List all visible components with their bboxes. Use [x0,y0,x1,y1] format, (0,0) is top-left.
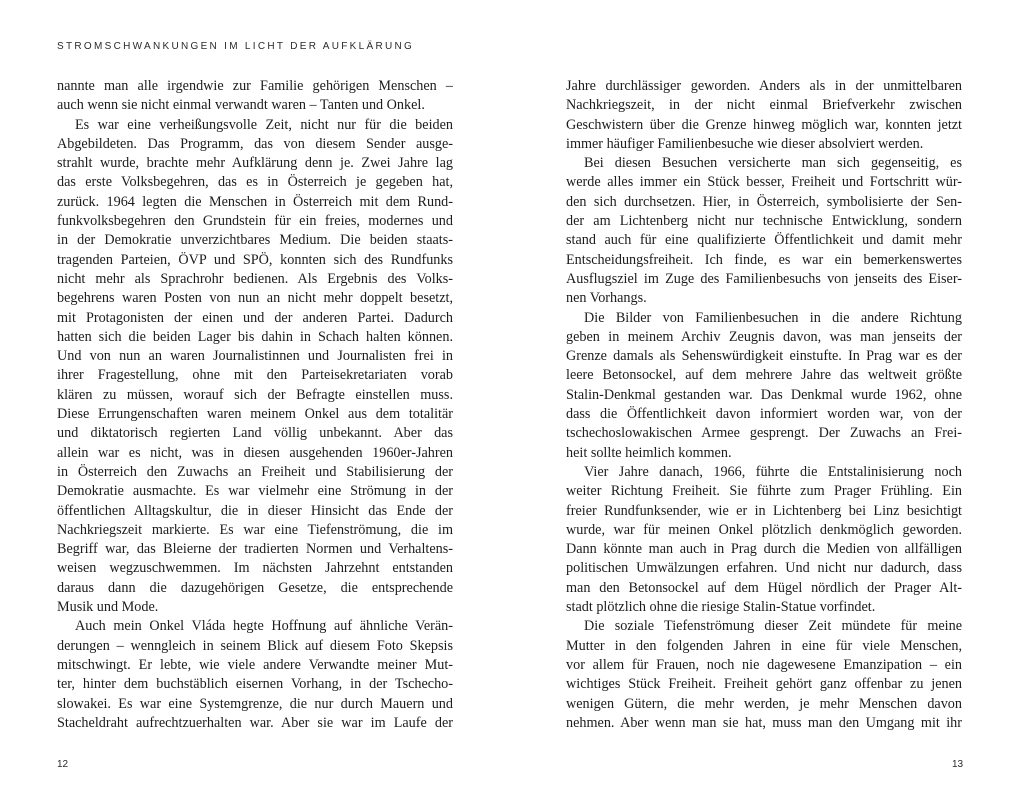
text-line: in der Demokratie unverzichtbares Medium. Die beiden staats- [57,232,453,249]
text-line: Ausflugsziel im Zuge des Familienbesuchs von jenseits des Eiser- [566,270,962,287]
text-line: Die Bilder von Familienbesuchen in die andere Richtung [584,309,962,326]
text-line: tschechoslowakischen Armee gesprengt. Der Zuwachs an Frei- [566,425,962,442]
text-line: Grenze damals als Sehenswürdigkeit einstufte. In Prag war es der [566,348,962,365]
text-line: Nachkriegszeit markierte. Es war eine Tiefenströmung, die im [57,521,453,538]
text-line: funkvolksbegehren den Grundstein für ein freies, modernes und [57,213,453,230]
text-line: ihrer Fragestellung, ohne mit den Parteisekretariaten vorab [57,367,453,384]
text-line: den sich durchsetzen. Hier, in Österreich, symbolisierte der Sen- [566,193,962,210]
text-line: Und von nun an waren Journalistinnen und Journalisten frei in [57,348,453,365]
text-line: daraus dann die dazugehörigen Gesetze, die entsprechende [57,579,453,596]
text-line: Jahre durchlässiger geworden. Anders als in der unmittelbaren [566,78,962,94]
text-line: ter, hinter dem buchstäblich eisernen Vorhang, in der Tschecho- [57,676,453,693]
text-line: freier Rundfunksender, wie er in Lichtenberg bei Linz besichtigt [566,502,962,519]
text-line: wurde, war für meinen Onkel plötzlich denkmöglich geworden. [566,521,962,538]
text-line: man den Betonsockel auf dem Hügel nördlich der Prager Alt- [566,579,962,596]
text-line: der am Lichtenberg nicht nur technische Entwicklung, sondern [566,213,962,230]
text-line: weiter Richtung Freiheit. Sie führte zum Prager Frühling. Ein [566,483,962,500]
text-line: heit sollte heimlich kommen. [566,444,732,461]
text-line: Stalin-Denkmal gestanden war. Das Denkmal wurde 1962, ohne [566,386,962,403]
text-line: klären zu müssen, worauf sich der Befragte einstellen muss. [57,386,453,403]
right-page-text [566,77,962,733]
text-line: allein war es nicht, was in diesen ausgehenden 1960er-Jahren [57,444,453,461]
text-line: immer häufiger Familienbesuche wie dieser absolviert werden. [566,135,924,152]
text-line: in Österreich den Zuwachs an Freiheit und Stabilisierung der [57,463,453,480]
text-line: nehmen. Aber wenn man sie hat, muss man den Umgang mit ihr [566,714,962,731]
text-line: Stacheldraht aufrechtzuerhalten war. Aber sie war im Laufe der [57,714,453,731]
text-line: wenigen Gütern, die mehr werden, je mehr Menschen davon [566,695,962,712]
left-page-text [57,77,453,733]
text-line: Dann könnte man auch in Prag durch die Medien von allfälligen [566,541,962,558]
text-line: mitschwingt. Er lebte, wie viele andere Verwandte meiner Mut- [57,656,453,673]
text-line: Die soziale Tiefenströmung dieser Zeit mündete für meine [584,618,962,635]
text-line: vor allem für Frauen, noch nie dagewesene Emanzipation – ein [566,656,962,673]
text-line: Bei diesen Besuchen versicherte man sich gegenseitig, es [584,155,962,172]
text-line: geben in meinem Archiv Zeugnis davon, was man jenseits der [566,328,962,345]
text-line: slowakei. Es war eine Systemgrenze, die nur durch Mauern und [57,695,453,712]
text-line: nen Vorhangs. [566,290,647,307]
text-line: Vier Jahre danach, 1966, führte die Entstalinisierung noch [584,463,962,480]
text-line: nicht mehr als Sprachrohr bedienen. Als Ergebnis des Volks- [57,270,453,287]
text-line: zurück. 1964 legten die Menschen in Österreich mit dem Rund- [57,193,453,210]
text-line: Musik und Mode. [57,599,159,616]
text-line: leere Betonsockel, auf dem mehrere Jahre das weltweit größte [566,367,962,384]
text-line: nannte man alle irgendwie zur Familie gehörigen Menschen – [57,78,453,94]
text-line: hatten sich die beiden Lager bis dahin in Schach halten können. [57,328,453,345]
text-line: werde alles immer ein Stück besser, Freiheit und Fortschritt wür- [566,174,962,191]
text-line: stadt plötzlich ohne die riesige Stalin-Statue vorfindet. [566,599,876,616]
text-line: strahlt wurde, brachte mehr Aufklärung denn je. Zwei Jahre lag [57,155,453,172]
page-number-right: 13 [952,759,964,770]
text-line: das erste Volksbegehren, das es in Österreich je gegeben hat, [57,174,453,191]
text-line: Demokratie ausmachte. Es war vielmehr eine Strömung in der [57,483,453,500]
text-line: Nachkriegszeit, in der nicht einmal Briefverkehr zwischen [566,97,962,114]
text-line: öffentlichen Alltagskultur, die in dieser Hinsicht das Ende der [57,502,453,519]
text-line: dass die Öffentlichkeit davon informiert worden war, von der [566,406,962,423]
text-line: und diktatorisch regierten Land völlig unbekannt. Aber das [57,425,453,442]
text-line: stand auch für eine qualifizierte Öffentlichkeit und damit mehr [566,232,962,249]
text-line: Abgebildeten. Das Programm, das von diesem Sender ausge- [57,135,453,152]
text-line: tragenden Parteien, ÖVP und SPÖ, konnten sich des Rundfunks [57,251,453,268]
text-line: Begriff war, das Bleierne der tradierten Normen und Verhaltens- [57,541,453,558]
page-number-left: 12 [57,759,69,770]
text-line: wichtiges Stück Freiheit. Freiheit gehört ganz offenbar zu jenen [566,676,962,693]
text-line: begehrens waren Posten von nun an nicht mehr doppelt besetzt, [57,290,453,307]
text-line: auch wenn sie nicht einmal verwandt waren – Tanten und Onkel. [57,97,425,114]
text-line: mit Protagonisten der einen und der anderen Partei. Dadurch [57,309,453,326]
text-line: Es war eine verheißungsvolle Zeit, nicht nur für die beiden [75,116,453,133]
text-line: politischen Umwälzungen erfahren. Und nicht nur dadurch, dass [566,560,962,577]
text-line: Diese Errungenschaften waren meinem Onkel aus dem totalitär [57,406,453,423]
text-line: Entscheidungsfreiheit. Ich finde, es war ein bemerkenswertes [566,251,962,268]
running-head: STROMSCHWANKUNGEN IM LICHT DER AUFKLÄRUNG [57,41,415,52]
text-line: Auch mein Onkel Vláda hegte Hoffnung auf ähnliche Verän- [75,618,453,635]
text-line: derungen – wenngleich in seinem Blick auf diesem Foto Skepsis [57,637,453,654]
text-line: Mutter in den folgenden Jahren in eine für viele Menschen, [566,637,962,654]
text-line: Geschwistern über die Grenze hinweg möglich war, konnten jetzt [566,116,962,133]
text-line: weisen wegzuschwemmen. Im nächsten Jahrzehnt entstanden [57,560,453,577]
